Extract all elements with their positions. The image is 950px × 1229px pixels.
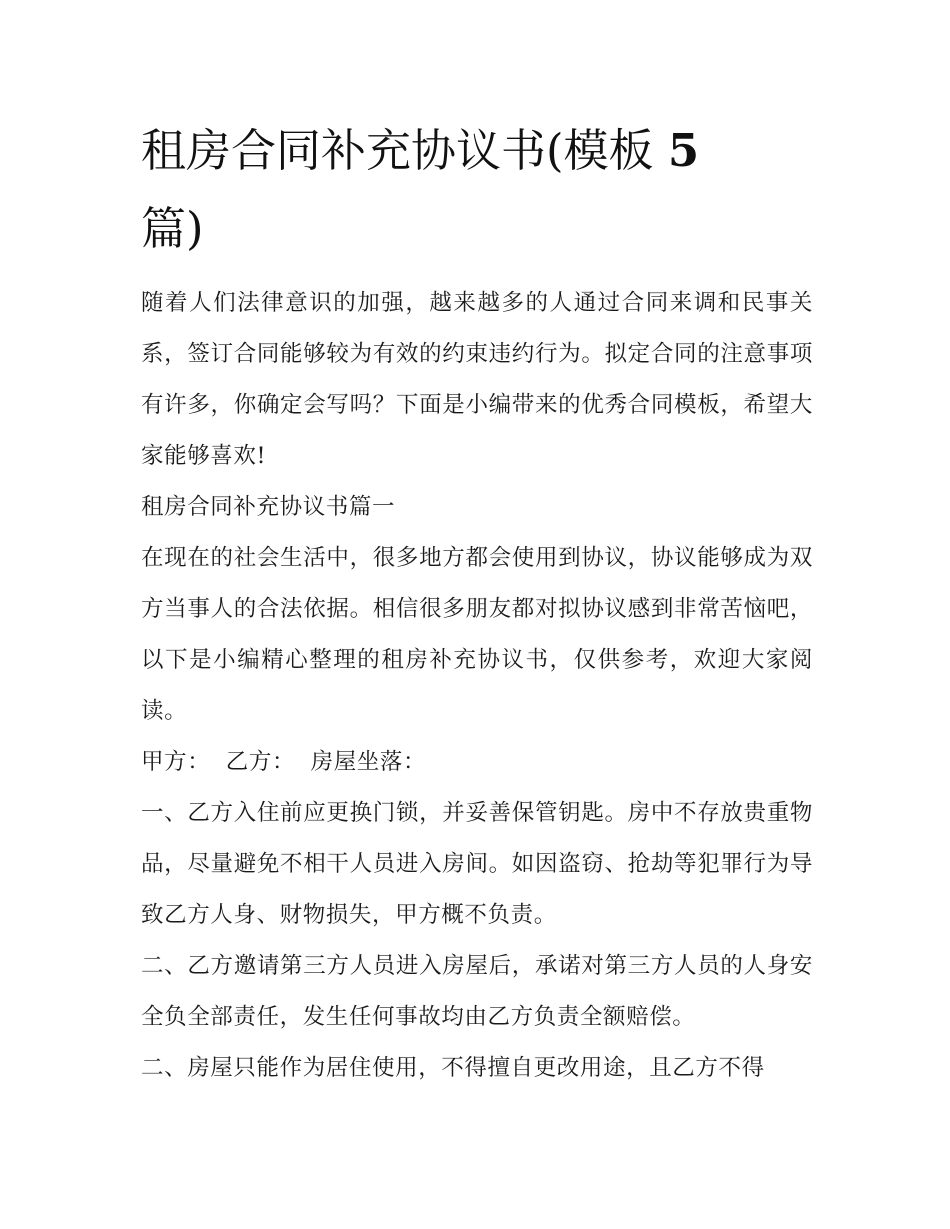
clause-3: 二、房屋只能作为居住使用，不得擅自更改用途，且乙方不得 <box>141 1055 765 1081</box>
clause-2: 二、乙方邀请第三方人员进入房屋后，承诺对第三方人员的人身安全负全部责任，发生任何事故均由乙方负责全额赔偿。 <box>141 953 813 1030</box>
parties-line: 甲方： 乙方： 房屋坐落： <box>141 749 427 775</box>
title-number: 5 <box>667 124 700 177</box>
clause-1: 一、乙方入住前应更换门锁，并妥善保管钥匙。房中不存放贵重物品，尽量避免不相干人员进入房间。如因盗窃、抢劫等犯罪行为导致乙方人身、财物损失，甲方概不负责。 <box>141 800 813 928</box>
body-paragraph: 在现在的社会生活中，很多地方都会使用到协议，协议能够成为双方当事人的合法依据。相信很多朋友都对拟协议感到非常苦恼吧，以下是小编精心整理的租房补充协议书，仅供参考，欢迎大家阅读。 <box>141 545 813 724</box>
section-heading: 租房合同补充协议书篇一 <box>141 494 396 520</box>
document-title <box>141 112 813 268</box>
intro-paragraph: 随着人们法律意识的加强，越来越多的人通过合同来调和民事关系，签订合同能够较为有效的约束违约行为。拟定合同的注意事项有许多，你确定会写吗？下面是小编带来的优秀合同模板，希望大家能够喜欢! <box>141 290 813 469</box>
document-body <box>141 112 813 1094</box>
title-end: 篇) <box>141 202 204 255</box>
title-text: 租房合同补充协议书(模板 <box>141 124 654 177</box>
